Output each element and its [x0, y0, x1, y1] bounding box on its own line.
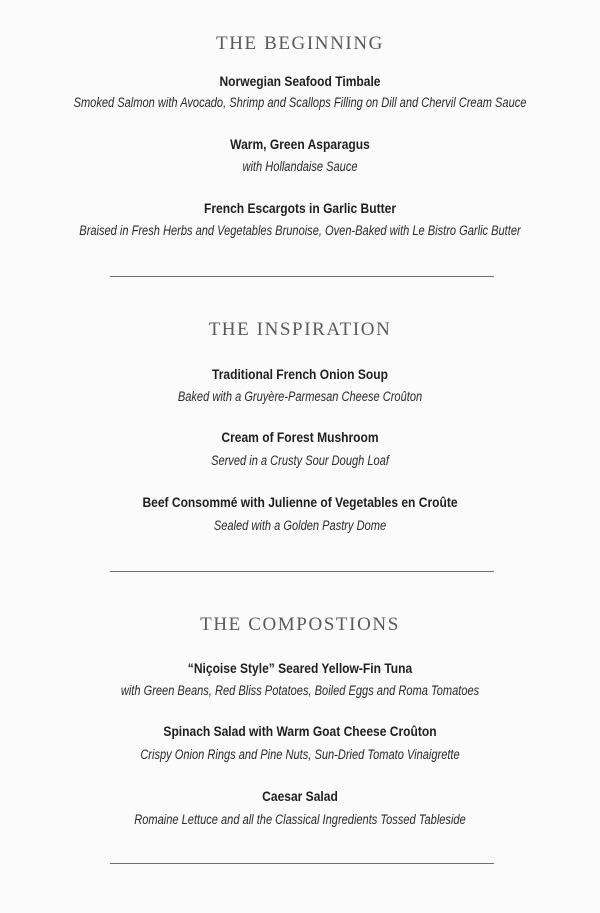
menu-item-title: Cream of Forest Mushroom	[221, 429, 379, 445]
menu-item-title: Caesar Salad	[262, 788, 338, 804]
menu-item-description: Smoked Salmon with Avocado, Shrimp and Scallops Filling on Dill and Chervil Cream Sauce	[73, 95, 527, 110]
menu-item-title: Spinach Salad with Warm Goat Cheese Croûton	[163, 723, 437, 739]
section-heading: THE BEGINNING	[215, 33, 385, 54]
menu-item-description: Braised in Fresh Herbs and Vegetables Brunoise, Oven-Baked with Le Bistro Garlic Butter	[79, 223, 521, 238]
section-divider	[110, 863, 494, 864]
section-heading: THE COMPOSTIONS	[200, 614, 400, 635]
menu-item-description: Served in a Crusty Sour Dough Loaf	[211, 453, 389, 468]
menu-item-description: with Green Beans, Red Bliss Potatoes, Boiled Eggs and Roma Tomatoes	[120, 683, 480, 698]
menu-item-description: with Hollandaise Sauce	[242, 159, 358, 174]
menu-item-title: Traditional French Onion Soup	[212, 366, 388, 382]
menu-item-title: French Escargots in Garlic Butter	[203, 200, 397, 216]
menu-item-title: Norwegian Seafood Timbale	[219, 73, 381, 89]
section-divider	[110, 571, 494, 572]
section-divider	[110, 276, 494, 277]
menu-item-description: Romaine Lettuce and all the Classical Ingredients Tossed Tableside	[134, 812, 466, 827]
menu-item-description: Sealed with a Golden Pastry Dome	[213, 518, 387, 533]
menu-item-title: “Niçoise Style” Seared Yellow-Fin Tuna	[187, 660, 413, 676]
menu-item-title: Beef Consommé with Julienne of Vegetables en Croûte	[142, 494, 458, 510]
menu-item-title: Warm, Green Asparagus	[230, 136, 370, 152]
menu-item-description: Baked with a Gruyère-Parmesan Cheese Croûton	[177, 389, 423, 404]
menu-item-description: Crispy Onion Rings and Pine Nuts, Sun-Dried Tomato Vinaigrette	[140, 747, 460, 762]
section-heading: THE INSPIRATION	[208, 319, 392, 340]
